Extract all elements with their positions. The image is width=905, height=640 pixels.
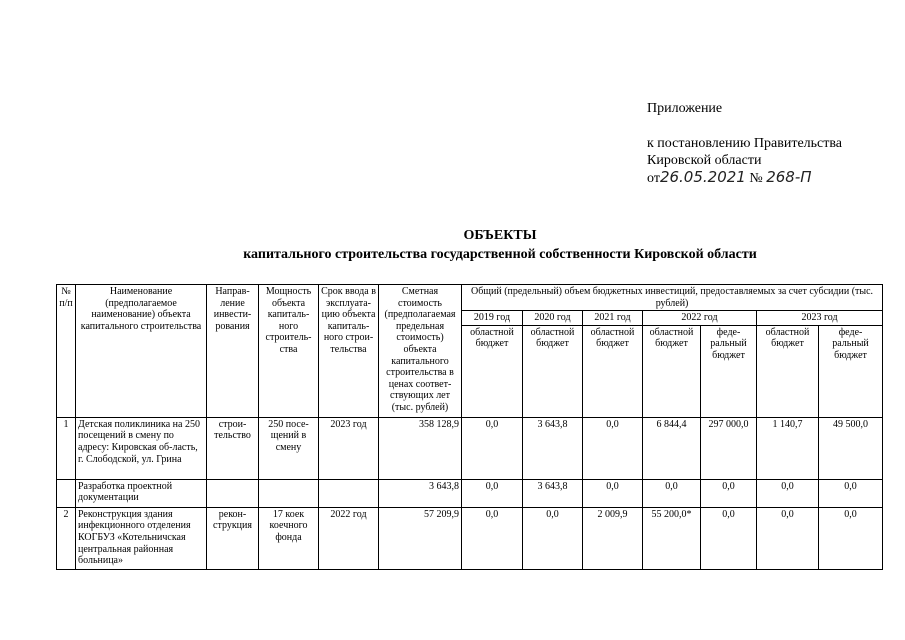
cell-num: 2 [57, 507, 76, 569]
header-year-2020: 2020 год [523, 311, 583, 326]
cell-2021: 2 009,9 [583, 507, 643, 569]
cell-2022-regional: 55 200,0* [643, 507, 701, 569]
cell-2022-federal: 0,0 [701, 507, 757, 569]
cell-capacity: 17 коек коечного фонда [259, 507, 319, 569]
header-2023-federal: феде-ральный бюджет [819, 325, 883, 417]
header-term: Срок ввода в эксплуата-цию объекта капиталь-ного строи-тельства [319, 285, 379, 418]
date-prefix: от [647, 171, 660, 186]
number-prefix: № [749, 171, 763, 186]
cell-name: Разработка проектной документации [76, 479, 207, 507]
header-2021-regional: областной бюджет [583, 325, 643, 417]
table-row [57, 417, 883, 479]
cell-2023-regional: 0,0 [757, 507, 819, 569]
cell-2023-regional: 1 140,7 [757, 417, 819, 479]
cell-2022-regional: 6 844,4 [643, 417, 701, 479]
header-num: № п/п [57, 285, 76, 418]
cell-capacity: 250 посе-щений в смену [259, 417, 319, 479]
header-2019-regional: областной бюджет [462, 325, 523, 417]
cell-2023-federal: 0,0 [819, 479, 883, 507]
handwritten-date: 26.05.2021 [659, 168, 746, 186]
cell-2021: 0,0 [583, 417, 643, 479]
cell-2020: 3 643,8 [523, 417, 583, 479]
cell-2019: 0,0 [462, 507, 523, 569]
cell-num: 1 [57, 417, 76, 479]
header-year-2023: 2023 год [757, 311, 883, 326]
header-2023-regional: областной бюджет [757, 325, 819, 417]
header-year-2019: 2019 год [462, 311, 523, 326]
cell-direction: строи-тельство [207, 417, 259, 479]
objects-table [56, 284, 883, 570]
cell-2020: 0,0 [523, 507, 583, 569]
cell-2019: 0,0 [462, 479, 523, 507]
header-2022-federal: феде-ральный бюджет [701, 325, 757, 417]
header-cost: Сметная стоимость (предполагаемая предельная стоимость) объекта капитального строительства в ценах соответ-ствующих лет (тыс. рублей) [379, 285, 462, 418]
cell-2020: 3 643,8 [523, 479, 583, 507]
cell-cost: 358 128,9 [379, 417, 462, 479]
handwritten-number: 268-П [766, 168, 812, 186]
cell-2023-federal: 0,0 [819, 507, 883, 569]
header-row-1 [57, 285, 883, 311]
header-year-2021: 2021 год [583, 311, 643, 326]
cell-cost: 57 209,9 [379, 507, 462, 569]
cell-2019: 0,0 [462, 417, 523, 479]
cell-direction: рекон-струкция [207, 507, 259, 569]
cell-2023-federal: 49 500,0 [819, 417, 883, 479]
appendix-resolution-line: к постановлению Правительства [647, 136, 843, 151]
cell-2022-federal: 297 000,0 [701, 417, 757, 479]
cell-term: 2022 год [319, 507, 379, 569]
cell-term [319, 479, 379, 507]
cell-2021: 0,0 [583, 479, 643, 507]
header-year-2022: 2022 год [643, 311, 757, 326]
appendix-block [647, 100, 842, 187]
table-row [57, 507, 883, 569]
header-total: Общий (предельный) объем бюджетных инвестиций, предоставляемых за счет субсидии (тыс. рублей) [462, 285, 883, 311]
cell-2023-regional: 0,0 [757, 479, 819, 507]
cell-capacity [259, 479, 319, 507]
appendix-region-line: Кировской области [647, 153, 762, 168]
appendix-date-line [647, 169, 842, 187]
cell-term: 2023 год [319, 417, 379, 479]
cell-name: Реконструкция здания инфекционного отделения КОГБУЗ «Котельничская центральная районная больница» [76, 507, 207, 569]
cell-2022-federal: 0,0 [701, 479, 757, 507]
title-line-2: капитального строительства государственной собственности Кировской области [243, 247, 757, 262]
cell-num [57, 479, 76, 507]
header-name: Наименование (предполагаемое наименование) объекта капитального строительства [76, 285, 207, 418]
document-title [150, 226, 850, 264]
header-direction: Направ-ление инвести-рования [207, 285, 259, 418]
cell-2022-regional: 0,0 [643, 479, 701, 507]
title-line-1: ОБЪЕКТЫ [463, 228, 537, 243]
header-2022-regional: областной бюджет [643, 325, 701, 417]
table-row [57, 479, 883, 507]
header-2020-regional: областной бюджет [523, 325, 583, 417]
appendix-label: Приложение [647, 101, 723, 116]
cell-direction [207, 479, 259, 507]
cell-name: Детская поликлиника на 250 посещений в смену по адресу: Кировская об-ласть, г. Слободской, ул. Грина [76, 417, 207, 479]
header-capacity: Мощность объекта капиталь-ного строитель-ства [259, 285, 319, 418]
cell-cost: 3 643,8 [379, 479, 462, 507]
